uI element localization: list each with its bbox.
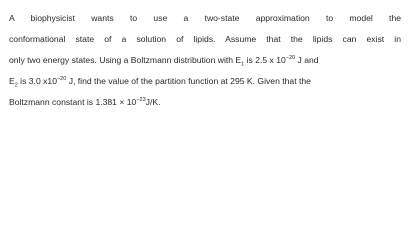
problem-statement (9, 8, 401, 113)
line3-text-b: is 2.5 x 10 (244, 55, 286, 65)
energy-subscript-1: 1 (241, 61, 245, 68)
problem-line-1: A biophysicist wants to use a two-state approximation to model the (9, 13, 401, 23)
problem-line-5 (9, 92, 401, 113)
line3-text-c: J and (295, 55, 319, 65)
problem-line-2: conformational state of a solution of lipids. Assume that the lipids can exist in (9, 34, 401, 44)
energy-exponent-1: −20 (285, 55, 296, 62)
line4-text-a: E (9, 76, 15, 86)
energy-subscript-2: 2 (14, 82, 18, 89)
line4-text-c: J, find the value of the partition function at 295 K. Given that the (66, 76, 311, 86)
problem-line-3 (9, 50, 401, 71)
line4-text-b: is 3.0 x10 (17, 76, 57, 86)
energy-exponent-2: −20 (56, 76, 67, 83)
line3-text-a: only two energy states. Using a Boltzmann distribution with E (9, 55, 242, 65)
problem-line-4 (9, 71, 401, 92)
line5-text-a: Boltzmann constant is 1.381 × 10 (9, 97, 137, 107)
line5-text-b: J/K. (145, 97, 161, 107)
boltzmann-exponent: −23 (136, 97, 146, 104)
